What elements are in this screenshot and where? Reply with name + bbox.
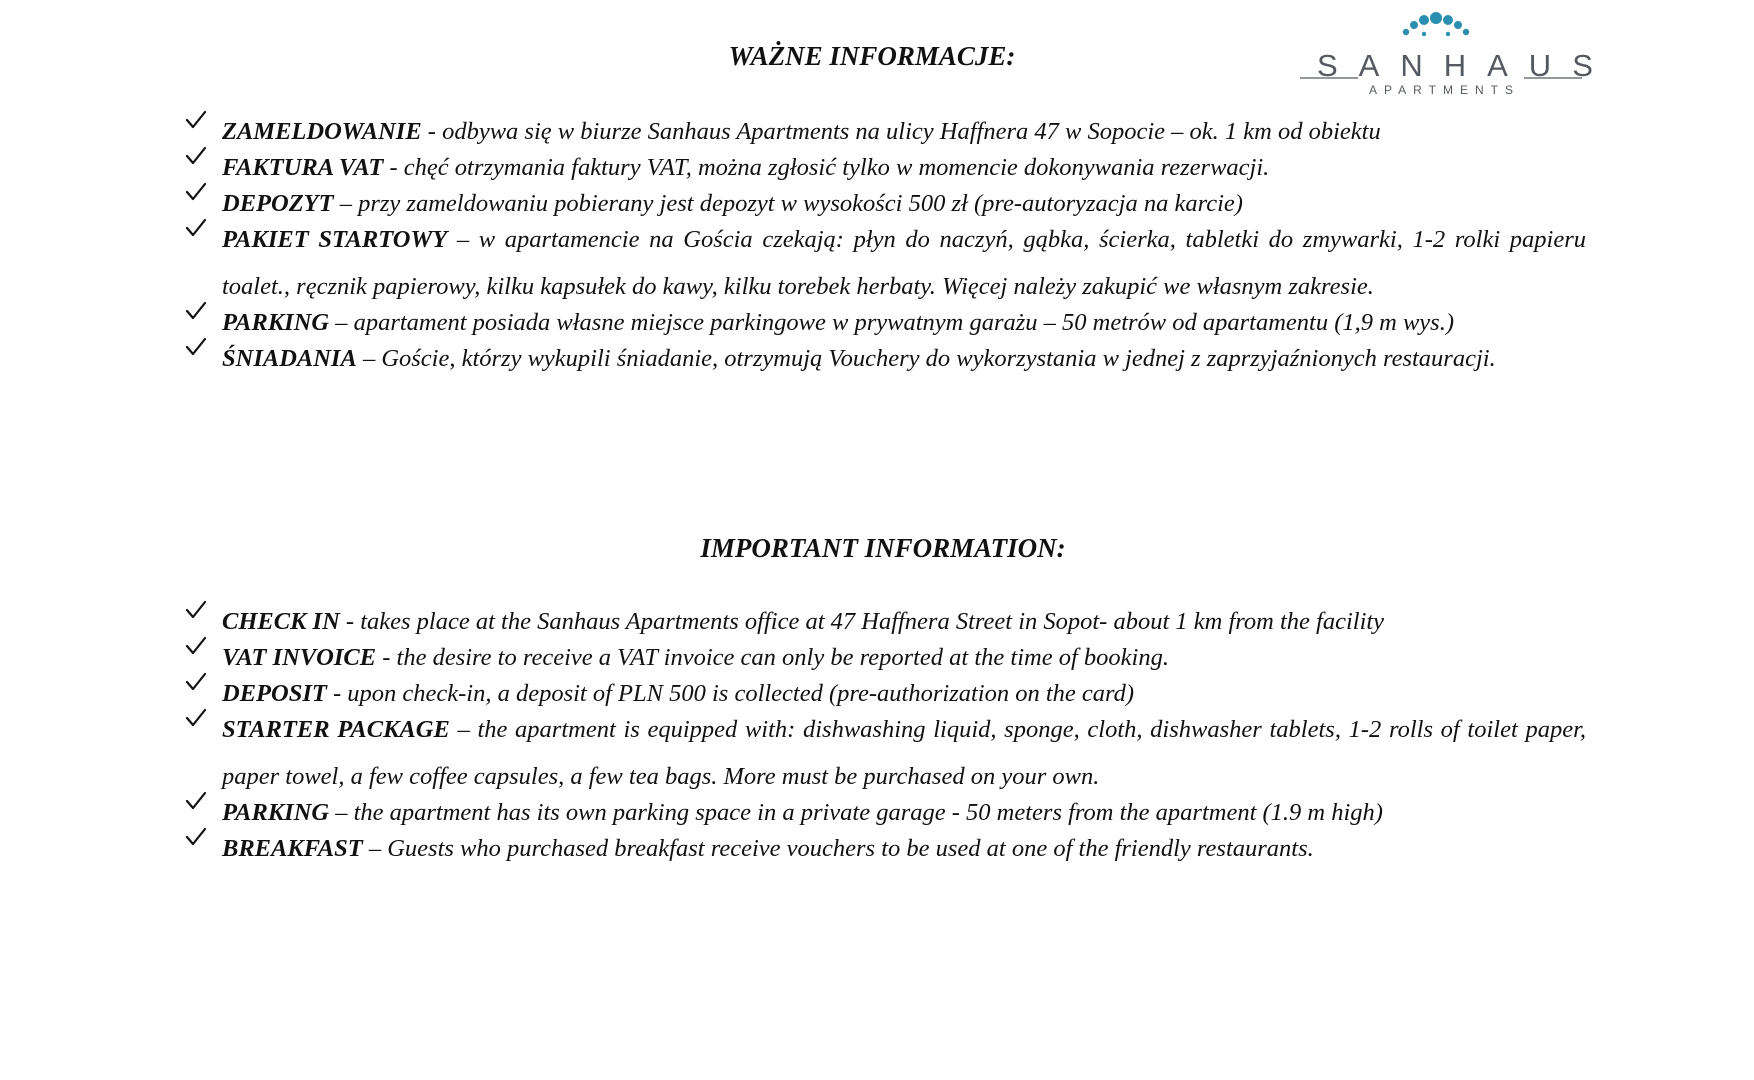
- info-item-separator: –: [329, 799, 354, 826]
- polish-heading: WAŻNE INFORMACJE:: [728, 41, 1016, 71]
- info-item-description: the desire to receive a VAT invoice can only be reported at the time of booking.: [396, 644, 1169, 671]
- check-icon: [185, 336, 207, 358]
- info-item-text: [222, 825, 1586, 872]
- check-icon: [185, 790, 207, 812]
- info-item-separator: -: [376, 644, 397, 671]
- check-icon: [185, 181, 207, 203]
- info-item-term: STARTER PACKAGE: [222, 716, 450, 743]
- info-item-description: takes place at the Sanhaus Apartments office at 47 Haffnera Street in Sopot- about 1 km from the facility: [360, 608, 1385, 635]
- check-icon: [185, 671, 207, 693]
- polish-info-list: [0, 119, 1754, 382]
- polish-info-item-4: [0, 216, 1586, 310]
- check-icon: [185, 826, 207, 848]
- info-item-separator: –: [333, 190, 359, 217]
- info-item-separator: -: [421, 118, 443, 145]
- info-item-description: odbywa się w biurze Sanhaus Apartments na ulicy Haffnera 47 w Sopocie – ok. 1 km od obiektu: [442, 118, 1381, 145]
- info-item-term: DEPOZYT: [222, 190, 334, 217]
- info-item-term: VAT INVOICE: [222, 644, 377, 671]
- info-item-description: w apartamencie na Gościa czekają: płyn do naczyń, gąbka, ścierka, tabletki do zmywarki, 1-2 rolki papieru toalet., ręcznik papierowy, kilku kapsułek do kawy, kilku torebek herbaty. Więcej należy zakupić we własnym zakresie.: [222, 226, 1587, 300]
- info-item-term: PARKING: [222, 309, 330, 336]
- info-item-description: upon check-in, a deposit of PLN 500 is collected (pre-authorization on the card): [347, 680, 1135, 707]
- english-heading: IMPORTANT INFORMATION:: [700, 533, 1066, 563]
- check-icon: [185, 707, 207, 729]
- info-item-term: FAKTURA VAT: [222, 154, 384, 181]
- info-item-separator: -: [339, 608, 361, 635]
- info-item-separator: –: [447, 226, 479, 253]
- check-icon: [185, 109, 207, 131]
- polish-info-item-6: [0, 335, 1586, 382]
- english-info-item-6: [0, 825, 1586, 872]
- info-item-term: ZAMELDOWANIE: [222, 118, 422, 145]
- info-item-term: PARKING: [222, 799, 330, 826]
- info-item-term: BREAKFAST: [222, 835, 363, 862]
- check-icon: [185, 599, 207, 621]
- info-item-description: Guests who purchased breakfast receive vouchers to be used at one of the friendly restaurants.: [387, 835, 1314, 862]
- info-item-separator: –: [362, 835, 388, 862]
- info-item-description: Goście, którzy wykupili śniadanie, otrzymują Vouchery do wykorzystania w jednej z zaprzyjaźnionych restauracji.: [381, 345, 1496, 372]
- info-item-text: [222, 335, 1586, 382]
- logo-subtitle: APARTMENTS: [1369, 83, 1520, 97]
- check-icon: [185, 300, 207, 322]
- info-item-separator: –: [449, 716, 478, 743]
- info-item-description: the apartment is equipped with: dishwashing liquid, sponge, cloth, dishwasher tablets, 1-2 rolls of toilet paper, paper towel, a few coffee capsules, a few tea bags. More must be purchased on your own.: [222, 716, 1587, 790]
- info-item-description: chęć otrzymania faktury VAT, można zgłosić tylko w momencie dokonywania rezerwacji.: [403, 154, 1270, 181]
- english-info-item-4: [0, 706, 1586, 800]
- info-item-text: [222, 706, 1586, 800]
- logo-name: SANHAUS: [1317, 48, 1614, 83]
- english-info-list: [0, 609, 1754, 872]
- info-item-separator: -: [326, 680, 348, 707]
- info-item-term: CHECK IN: [222, 608, 340, 635]
- info-item-separator: –: [356, 345, 382, 372]
- info-item-text: [222, 216, 1586, 310]
- info-item-description: apartament posiada własne miejsce parkingowe w prywatnym garażu – 50 metrów od apartamentu (1,9 m wys.): [353, 309, 1454, 336]
- info-item-term: ŚNIADANIA: [222, 345, 357, 372]
- info-item-term: DEPOSIT: [222, 680, 327, 707]
- check-icon: [185, 635, 207, 657]
- info-item-separator: -: [383, 154, 404, 181]
- check-icon: [185, 145, 207, 167]
- info-item-term: PAKIET STARTOWY: [222, 226, 448, 253]
- info-item-description: the apartment has its own parking space in a private garage - 50 meters from the apartment (1.9 m high): [353, 799, 1383, 826]
- info-item-description: przy zameldowaniu pobierany jest depozyt w wysokości 500 zł (pre-autoryzacja na karcie): [358, 190, 1243, 217]
- info-item-separator: –: [329, 309, 354, 336]
- check-icon: [185, 217, 207, 239]
